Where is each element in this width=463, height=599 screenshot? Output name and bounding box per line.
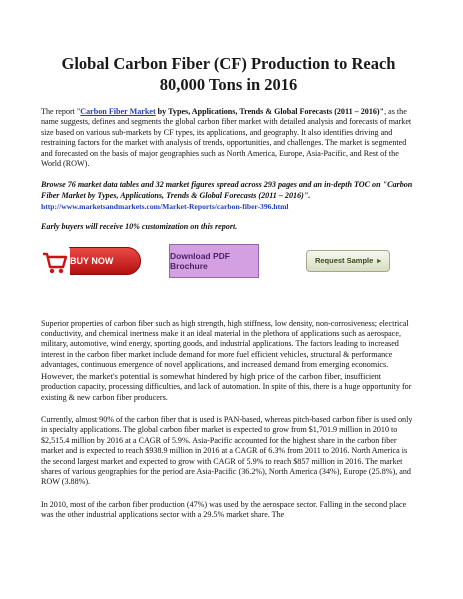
carbon-fiber-market-link[interactable]: Carbon Fiber Market	[80, 107, 156, 116]
page-title: Global Carbon Fiber (CF) Production to Reach 80,000 Tons in 2016	[61, 54, 396, 94]
market-growth-paragraph: Currently, almost 90% of the carbon fiber that is used is PAN-based, whereas pitch-based carbon fiber is used only in specialty applications. The global carbon fiber market is expected to grow from $1,701.9 million in 2010 to $2,515.4 million by 2016 at a CAGR of 5.9%. Asia-Pacific accounted for the highest share in the carbon fiber market and is expected to reach $938.9 million in 2016 at a CAGR of 6.3% from 2011 to 2016. North America is the second largest market and expected to grow with CAGR of 5.9% to reach $857 million in 2016. The market shares of various geographies for the period are Asia-Pacific (36.2%), North America (34%), Europe (25.8%), and ROW (3.88%).	[41, 414, 413, 487]
properties-text-end: insufficient production capacity, processing difficulties, and lack of automation. In spite of this, there is a huge opportunity for existing & new carbon fiber producers.	[41, 371, 412, 402]
intro-rest: , as the name suggests, defines and segments the global carbon fiber market with detailed analysis and forecasts of market size based on various sub-markets by CF types, its applications, and geography. It also identifies driving and restraining factors for the market with analysis of trends, opportunities, and challenges. The market is segmented and forecasted on the basis of major geographies such as North America, Europe, Asia-Pacific, and Rest of the World (ROW).	[41, 107, 412, 169]
aerospace-paragraph: In 2010, most of the carbon fiber production (47%) was used by the aerospace sector. Falling in the second place was the other industrial applications sector with a 29.5% market share. The	[41, 499, 407, 520]
intro-pre: The report "	[41, 107, 81, 116]
download-pdf-brochure-button[interactable]	[169, 244, 259, 278]
request-sample-button[interactable]	[306, 250, 390, 272]
browse-paragraph: Browse 76 market data tables and 32 market figures spread across 293 pages and an in-depth TOC on "Carbon Fiber Market by Types, Applications, Trends & Global Forecasts (2011 – 2016)".	[41, 180, 413, 200]
request-sample-label: Request Sample	[314, 256, 374, 266]
download-pdf-label: Download PDF Brochure	[170, 250, 230, 271]
intro-report-title: by Types, Applications, Trends & Global Forecasts (2011 – 2016)"	[155, 107, 385, 116]
shopping-cart-icon	[40, 246, 70, 278]
buy-now-label: BUY NOW	[70, 255, 114, 266]
report-url-link[interactable]: http://www.marketsandmarkets.com/Market-Reports/carbon-fiber-396.html	[41, 202, 289, 212]
market-hindrance-text: However, the market's potential is somewhat hindered by high price of the carbon fiber,	[41, 370, 343, 381]
intro-paragraph	[41, 107, 416, 169]
properties-text: Superior properties of carbon fiber such as high strength, high stiffness, low density, non-corrosiveness; electrical conductivity, and chemical inertness make it an ideal material in the plethora of applications such as aerospace, military, automotive, wind energy, sporting goods, and industrial applications. The factors leading to increased interest in the carbon fiber market include demand for more fuel efficient vehicles, structural & performance advantages, continuous emergence of novel applications, and increased demand from emerging economics.	[41, 318, 409, 370]
early-buyers-note: Early buyers will receive 10% customization on this report.	[41, 222, 238, 232]
action-buttons	[41, 244, 416, 294]
properties-paragraph	[41, 319, 416, 403]
arrow-right-icon: ▸	[377, 256, 382, 266]
buy-now-button[interactable]	[41, 247, 141, 275]
